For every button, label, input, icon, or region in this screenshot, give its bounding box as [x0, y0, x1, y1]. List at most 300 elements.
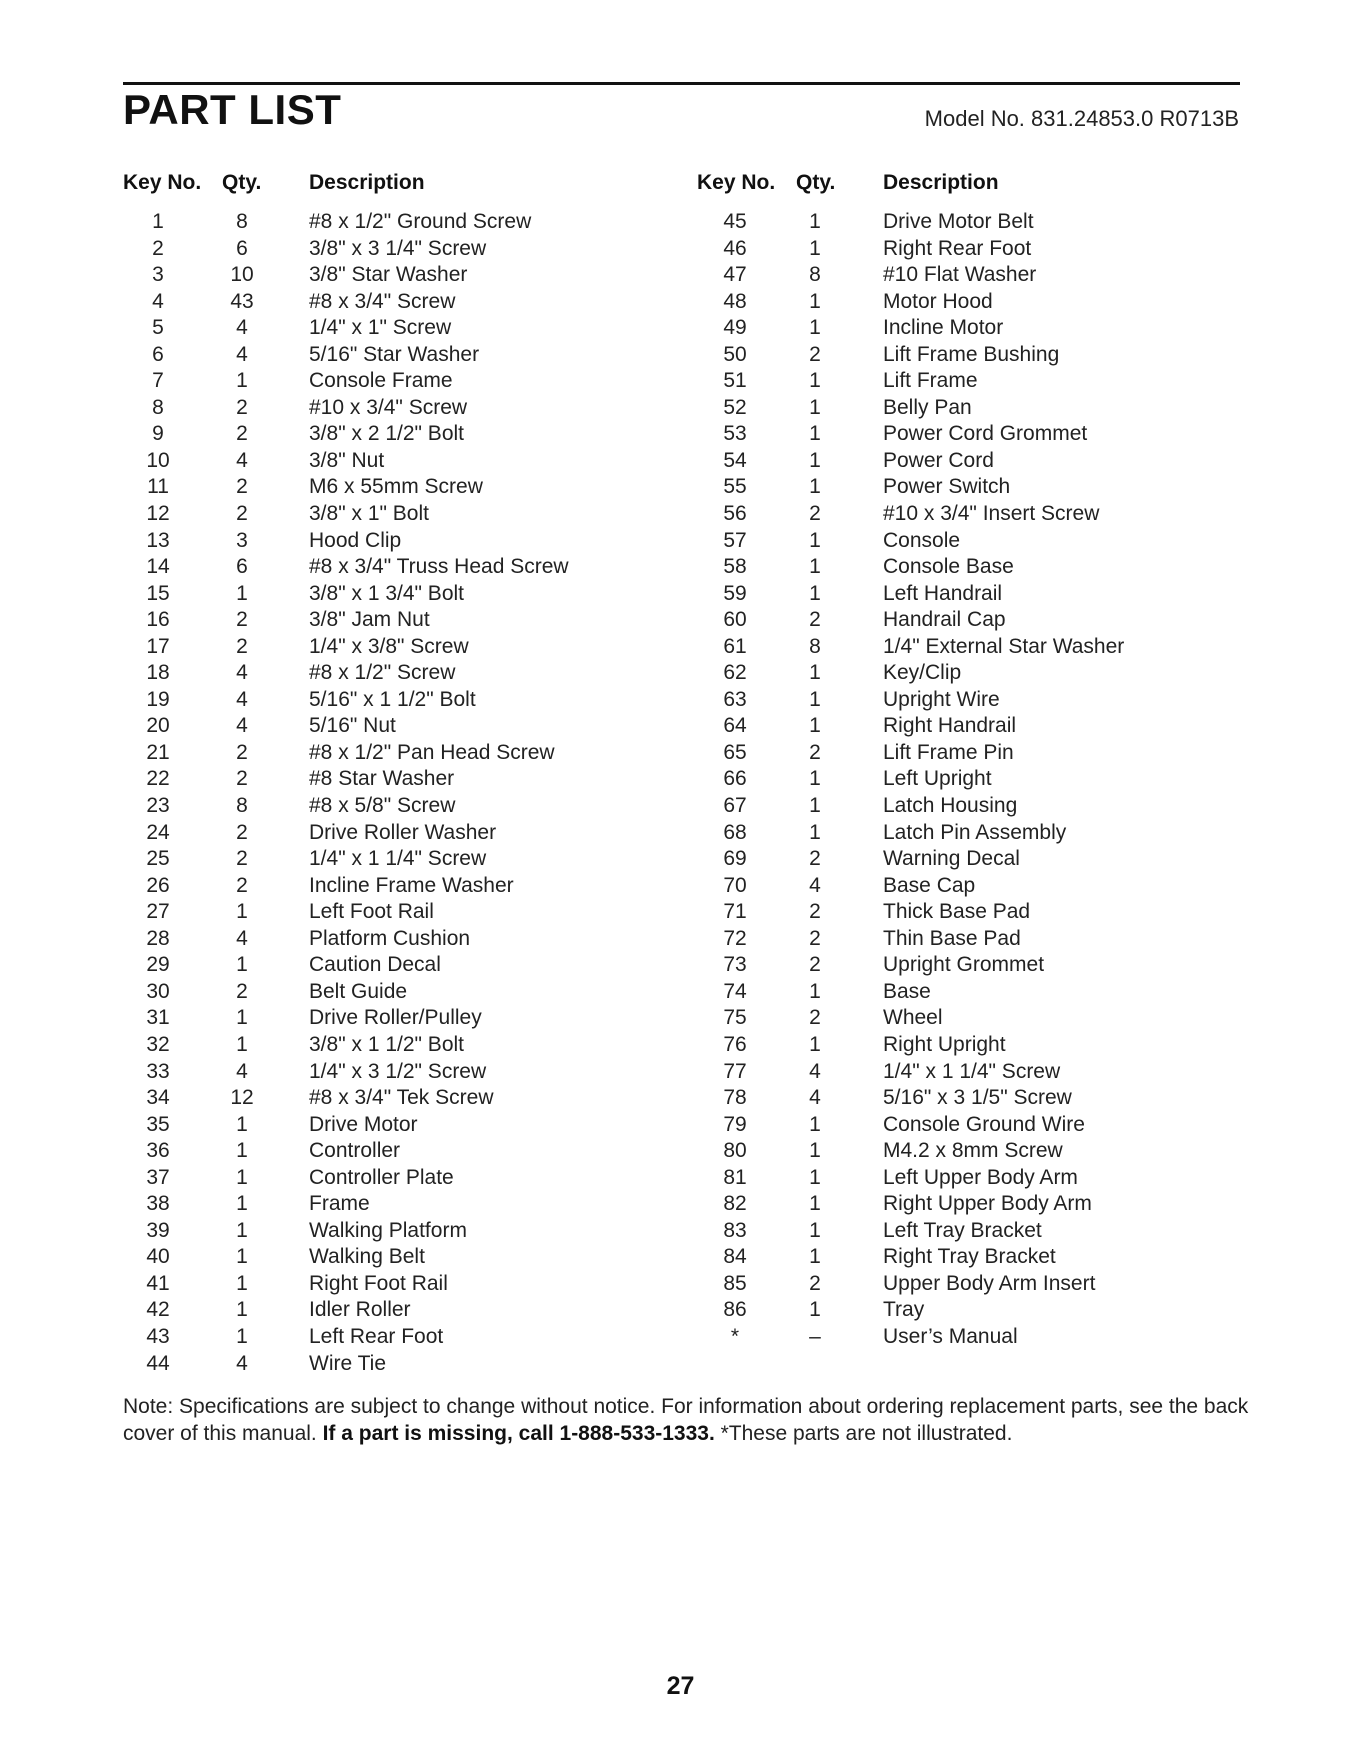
description-header: Description [883, 171, 999, 194]
table-row [123, 1351, 663, 1378]
qty-cell: 12 [230, 1086, 254, 1110]
description-cell: Right Rear Foot [883, 236, 1032, 260]
table-row [123, 660, 663, 687]
key-no-cell: 37 [146, 1165, 170, 1189]
description-cell: #10 x 3/4" Screw [309, 395, 468, 419]
description-cell: Latch Pin Assembly [883, 820, 1067, 844]
qty-cell: 4 [809, 1086, 821, 1110]
qty-cell: 1 [236, 1271, 248, 1295]
footnote [123, 1393, 1253, 1447]
table-row [697, 1324, 1257, 1351]
table-row [123, 1138, 663, 1165]
table-row [123, 899, 663, 926]
qty-cell: 4 [236, 448, 248, 472]
table-row [697, 1059, 1257, 1086]
qty-cell: 8 [809, 263, 821, 287]
description-cell: Incline Frame Washer [309, 873, 514, 897]
table-row [123, 1085, 663, 1112]
qty-cell: 1 [236, 1032, 248, 1056]
key-no-cell: 40 [146, 1245, 170, 1269]
table-row [697, 793, 1257, 820]
qty-cell: 43 [230, 289, 254, 313]
table-row [123, 740, 663, 767]
description-cell: Console Ground Wire [883, 1112, 1085, 1136]
table-row [697, 342, 1257, 369]
qty-cell: 1 [809, 1298, 821, 1322]
qty-cell: – [809, 1324, 821, 1348]
description-cell: Wire Tie [309, 1351, 387, 1375]
table-row [123, 209, 663, 236]
description-cell: #8 x 3/4" Tek Screw [309, 1086, 494, 1110]
table-row [123, 262, 663, 289]
key-no-header: Key No. [123, 171, 202, 194]
key-no-cell: 72 [723, 926, 747, 950]
table-row [697, 952, 1257, 979]
key-no-cell: 58 [723, 555, 747, 579]
qty-cell: 2 [236, 847, 248, 871]
description-cell: #8 x 1/2" Screw [309, 661, 456, 685]
description-cell: Drive Roller/Pulley [309, 1006, 482, 1030]
qty-cell: 4 [809, 1059, 821, 1083]
key-no-cell: 82 [723, 1192, 747, 1216]
qty-cell: 1 [809, 1245, 821, 1269]
table-row [123, 474, 663, 501]
key-no-cell: 62 [723, 661, 747, 685]
description-cell: Right Upper Body Arm [883, 1192, 1092, 1216]
description-cell: 5/16" x 3 1/5" Screw [883, 1086, 1072, 1110]
qty-cell: 2 [236, 740, 248, 764]
key-no-cell: 34 [146, 1086, 170, 1110]
key-no-cell: 50 [723, 342, 747, 366]
table-row [123, 1271, 663, 1298]
table-row [697, 1165, 1257, 1192]
description-cell: 3/8" x 1" Bolt [309, 502, 429, 526]
description-cell: 1/4" x 1" Screw [309, 316, 452, 340]
table-row [697, 1218, 1257, 1245]
table-row [697, 713, 1257, 740]
table-row [697, 1112, 1257, 1139]
key-no-cell: 46 [723, 236, 747, 260]
qty-cell: 4 [809, 873, 821, 897]
description-cell: #8 x 1/2" Pan Head Screw [309, 740, 555, 764]
qty-cell: 4 [236, 926, 248, 950]
key-no-cell: 25 [146, 847, 170, 871]
table-row [123, 634, 663, 661]
qty-cell: 6 [236, 236, 248, 260]
key-no-cell: 86 [723, 1298, 747, 1322]
description-cell: 3/8" x 2 1/2" Bolt [309, 422, 464, 446]
qty-cell: 1 [809, 767, 821, 791]
table-row [123, 873, 663, 900]
missing-part-notice: If a part is missing, call 1-888-533-1333. [322, 1422, 715, 1445]
description-cell: Right Upright [883, 1032, 1006, 1056]
qty-cell: 4 [236, 1351, 248, 1375]
table-row [697, 1005, 1257, 1032]
qty-cell: 1 [809, 1032, 821, 1056]
qty-cell: 2 [236, 395, 248, 419]
key-no-cell: 45 [723, 210, 747, 233]
qty-cell: 4 [236, 316, 248, 340]
note-text: Note: Specifications are subject to change without notice. For information about ordering replacement parts, see the back cover of this manual. [123, 1395, 1249, 1445]
key-no-cell: 20 [146, 714, 170, 738]
table-row [697, 979, 1257, 1006]
qty-cell: 1 [236, 1006, 248, 1030]
qty-cell: 2 [236, 767, 248, 791]
key-no-cell: 81 [723, 1165, 747, 1189]
qty-cell: 10 [230, 263, 254, 287]
qty-cell: 1 [236, 581, 248, 605]
table-row [697, 873, 1257, 900]
key-no-cell: 83 [723, 1218, 747, 1242]
description-cell: Drive Motor [309, 1112, 418, 1136]
key-no-cell: 59 [723, 581, 747, 605]
description-cell: Walking Platform [309, 1218, 467, 1242]
key-no-cell: 15 [146, 581, 170, 605]
table-row [123, 236, 663, 263]
table-row [697, 448, 1257, 475]
key-no-cell: 67 [723, 794, 747, 818]
description-header: Description [309, 171, 425, 194]
model-number: Model No. 831.24853.0 R0713B [924, 106, 1239, 131]
table-row [123, 528, 663, 555]
table-row [123, 926, 663, 953]
description-cell: #8 x 1/2" Ground Screw [309, 210, 532, 233]
table-row [697, 660, 1257, 687]
qty-cell: 1 [809, 448, 821, 472]
key-no-cell: 16 [146, 608, 170, 632]
description-cell: Wheel [883, 1006, 943, 1030]
page-number: 27 [666, 1672, 695, 1700]
description-cell: Left Foot Rail [309, 900, 434, 924]
key-no-cell: 80 [723, 1139, 747, 1163]
key-no-cell: 51 [723, 369, 747, 393]
key-no-cell: 52 [723, 395, 747, 419]
qty-cell: 2 [236, 422, 248, 446]
key-no-cell: 78 [723, 1086, 747, 1110]
description-cell: Upright Grommet [883, 953, 1045, 977]
table-row [697, 634, 1257, 661]
qty-cell: 1 [809, 236, 821, 260]
description-cell: Thick Base Pad [883, 900, 1031, 924]
description-cell: Left Handrail [883, 581, 1003, 605]
key-no-cell: 68 [723, 820, 747, 844]
key-no-cell: 55 [723, 475, 747, 499]
table-row [123, 501, 663, 528]
description-cell: #10 x 3/4" Insert Screw [883, 502, 1100, 526]
table-row [123, 1218, 663, 1245]
key-no-cell: 53 [723, 422, 747, 446]
key-no-cell: 6 [152, 342, 164, 366]
description-cell: User’s Manual [883, 1324, 1018, 1348]
key-no-cell: 26 [146, 873, 170, 897]
qty-cell: 2 [236, 475, 248, 499]
key-no-cell: 43 [146, 1324, 170, 1348]
qty-cell: 1 [809, 555, 821, 579]
table-row [123, 766, 663, 793]
description-cell: Left Upright [883, 767, 992, 791]
key-no-cell: 64 [723, 714, 747, 738]
description-cell: Walking Belt [309, 1245, 425, 1269]
qty-cell: 1 [809, 1192, 821, 1216]
table-row [123, 1005, 663, 1032]
qty-cell: 2 [809, 608, 821, 632]
qty-cell: 8 [236, 794, 248, 818]
table-row [123, 342, 663, 369]
key-no-cell: 28 [146, 926, 170, 950]
table-row [123, 1297, 663, 1324]
qty-cell: 1 [809, 289, 821, 313]
description-cell: Lift Frame [883, 369, 978, 393]
description-cell: Left Upper Body Arm [883, 1165, 1078, 1189]
key-no-cell: 44 [146, 1351, 170, 1375]
key-no-cell: 19 [146, 687, 170, 711]
description-cell: Key/Clip [883, 661, 962, 685]
description-cell: #8 Star Washer [309, 767, 455, 791]
description-cell: Console Frame [309, 369, 453, 393]
key-no-cell: 22 [146, 767, 170, 791]
key-no-cell: 76 [723, 1032, 747, 1056]
description-cell: 1/4" x 1 1/4" Screw [309, 847, 487, 871]
description-cell: Handrail Cap [883, 608, 1006, 632]
key-no-cell: 66 [723, 767, 747, 791]
table-row [123, 846, 663, 873]
description-cell: Right Foot Rail [309, 1271, 448, 1295]
key-no-cell: 54 [723, 448, 747, 472]
description-cell: Right Tray Bracket [883, 1245, 1056, 1269]
description-cell: 3/8" x 1 3/4" Bolt [309, 581, 464, 605]
table-row [123, 687, 663, 714]
table-row [697, 1085, 1257, 1112]
description-cell: Motor Hood [883, 289, 993, 313]
parts-rows-left [123, 209, 663, 1377]
key-no-header: Key No. [697, 171, 776, 194]
key-no-cell: 56 [723, 502, 747, 526]
table-row [697, 236, 1257, 263]
key-no-cell: 11 [147, 475, 169, 499]
key-no-cell: 21 [146, 740, 170, 764]
key-no-cell: 18 [146, 661, 170, 685]
description-cell: Power Cord [883, 448, 994, 472]
key-no-cell: 42 [146, 1298, 170, 1322]
table-row [697, 899, 1257, 926]
description-cell: Drive Motor Belt [883, 210, 1034, 233]
table-row [123, 952, 663, 979]
key-no-cell: 29 [146, 953, 170, 977]
description-cell: 3/8" x 1 1/2" Bolt [309, 1032, 464, 1056]
table-row [697, 289, 1257, 316]
table-row [697, 421, 1257, 448]
table-row [697, 368, 1257, 395]
description-cell: 1/4" x 3 1/2" Screw [309, 1059, 487, 1083]
description-cell: Controller [309, 1139, 401, 1163]
description-cell: Tray [883, 1298, 925, 1322]
description-cell: Latch Housing [883, 794, 1018, 818]
key-no-cell: 63 [723, 687, 747, 711]
description-cell: Console Base [883, 555, 1014, 579]
qty-cell: 4 [236, 714, 248, 738]
table-row [123, 1165, 663, 1192]
table-row [123, 1032, 663, 1059]
key-no-cell: 61 [723, 634, 747, 658]
description-cell: Idler Roller [309, 1298, 411, 1322]
parts-rows-right [697, 209, 1257, 1351]
description-cell: Lift Frame Bushing [883, 342, 1060, 366]
key-no-cell: 9 [152, 422, 164, 446]
qty-cell: 1 [809, 369, 821, 393]
table-row [697, 926, 1257, 953]
qty-cell: 1 [236, 1139, 248, 1163]
description-cell: Console [883, 528, 961, 552]
description-cell: #8 x 3/4" Screw [309, 289, 456, 313]
key-no-cell: 73 [723, 953, 747, 977]
qty-cell: 1 [236, 1324, 248, 1348]
table-row [697, 262, 1257, 289]
description-cell: Lift Frame Pin [883, 740, 1014, 764]
description-cell: 3/8" x 3 1/4" Screw [309, 236, 487, 260]
qty-cell: 1 [809, 661, 821, 685]
table-header [697, 167, 1257, 207]
table-row [697, 209, 1257, 236]
key-no-cell: 2 [152, 236, 164, 260]
key-no-cell: 85 [723, 1271, 747, 1295]
qty-cell: 1 [809, 1112, 821, 1136]
qty-cell: 1 [809, 1218, 821, 1242]
qty-cell: 2 [236, 634, 248, 658]
qty-cell: 1 [809, 687, 821, 711]
parts-table-right [697, 167, 1257, 1351]
table-row [697, 501, 1257, 528]
description-cell: 1/4" External Star Washer [883, 634, 1125, 658]
table-row [697, 607, 1257, 634]
description-cell: Incline Motor [883, 316, 1004, 340]
description-cell: M6 x 55mm Screw [309, 475, 483, 499]
description-cell: 3/8" Nut [309, 448, 385, 472]
qty-cell: 4 [236, 687, 248, 711]
table-row [123, 421, 663, 448]
description-cell: Upper Body Arm Insert [883, 1271, 1096, 1295]
qty-cell: 1 [809, 714, 821, 738]
table-row [123, 315, 663, 342]
description-cell: Caution Decal [309, 953, 441, 977]
key-no-cell: 17 [146, 634, 170, 658]
key-no-cell: 5 [152, 316, 164, 340]
qty-cell: 2 [236, 873, 248, 897]
table-row [697, 554, 1257, 581]
qty-cell: 2 [809, 1006, 821, 1030]
key-no-cell: 32 [146, 1032, 170, 1056]
qty-cell: 1 [236, 1112, 248, 1136]
table-row [697, 740, 1257, 767]
qty-cell: 1 [809, 395, 821, 419]
description-cell: 5/16" Nut [309, 714, 396, 738]
description-cell: Controller Plate [309, 1165, 454, 1189]
qty-cell: 8 [236, 210, 248, 233]
description-cell: #8 x 5/8" Screw [309, 794, 456, 818]
qty-cell: 1 [236, 1192, 248, 1216]
description-cell: Left Tray Bracket [883, 1218, 1042, 1242]
key-no-cell: 47 [723, 263, 747, 287]
description-cell: Drive Roller Washer [309, 820, 497, 844]
table-row [123, 368, 663, 395]
qty-cell: 2 [236, 502, 248, 526]
description-cell: Warning Decal [883, 847, 1020, 871]
key-no-cell: * [730, 1324, 740, 1348]
qty-cell: 1 [809, 316, 821, 340]
key-no-cell: 8 [152, 395, 164, 419]
key-no-cell: 1 [152, 210, 164, 233]
table-row [123, 1112, 663, 1139]
key-no-cell: 60 [723, 608, 747, 632]
description-cell: Platform Cushion [309, 926, 471, 950]
key-no-cell: 24 [146, 820, 170, 844]
key-no-cell: 57 [723, 528, 747, 552]
qty-cell: 1 [809, 475, 821, 499]
key-no-cell: 77 [723, 1059, 747, 1083]
key-no-cell: 65 [723, 740, 747, 764]
qty-cell: 1 [809, 210, 821, 233]
qty-cell: 8 [809, 634, 821, 658]
table-row [123, 581, 663, 608]
description-cell: 1/4" x 1 1/4" Screw [883, 1059, 1061, 1083]
table-row [123, 554, 663, 581]
qty-cell: 1 [809, 1139, 821, 1163]
key-no-cell: 36 [146, 1139, 170, 1163]
table-row [697, 315, 1257, 342]
table-row [697, 1297, 1257, 1324]
qty-cell: 4 [236, 342, 248, 366]
table-row [123, 1059, 663, 1086]
qty-cell: 2 [809, 740, 821, 764]
description-cell: Left Rear Foot [309, 1324, 444, 1348]
qty-cell: 2 [809, 847, 821, 871]
qty-header: Qty. [222, 171, 262, 194]
table-row [697, 766, 1257, 793]
qty-cell: 1 [809, 422, 821, 446]
key-no-cell: 84 [723, 1245, 747, 1269]
key-no-cell: 49 [723, 316, 747, 340]
qty-cell: 6 [236, 555, 248, 579]
table-row [123, 448, 663, 475]
qty-cell: 2 [236, 979, 248, 1003]
table-row [123, 607, 663, 634]
qty-cell: 1 [236, 1218, 248, 1242]
page-title: PART LIST [123, 86, 342, 133]
table-row [697, 846, 1257, 873]
table-row [697, 395, 1257, 422]
key-no-cell: 79 [723, 1112, 747, 1136]
qty-cell: 1 [236, 369, 248, 393]
key-no-cell: 23 [146, 794, 170, 818]
description-cell: Power Cord Grommet [883, 422, 1088, 446]
key-no-cell: 41 [146, 1271, 170, 1295]
key-no-cell: 10 [146, 448, 170, 472]
description-cell: Belly Pan [883, 395, 972, 419]
description-cell: Upright Wire [883, 687, 1000, 711]
qty-cell: 1 [809, 1165, 821, 1189]
key-no-cell: 35 [146, 1112, 170, 1136]
qty-cell: 1 [809, 820, 821, 844]
key-no-cell: 7 [152, 369, 164, 393]
table-row [123, 289, 663, 316]
table-row [123, 820, 663, 847]
qty-cell: 2 [809, 926, 821, 950]
description-cell: 5/16" x 1 1/2" Bolt [309, 687, 476, 711]
key-no-cell: 3 [152, 263, 164, 287]
table-row [697, 1191, 1257, 1218]
description-cell: #10 Flat Washer [883, 263, 1037, 287]
key-no-cell: 70 [723, 873, 747, 897]
key-no-cell: 75 [723, 1006, 747, 1030]
